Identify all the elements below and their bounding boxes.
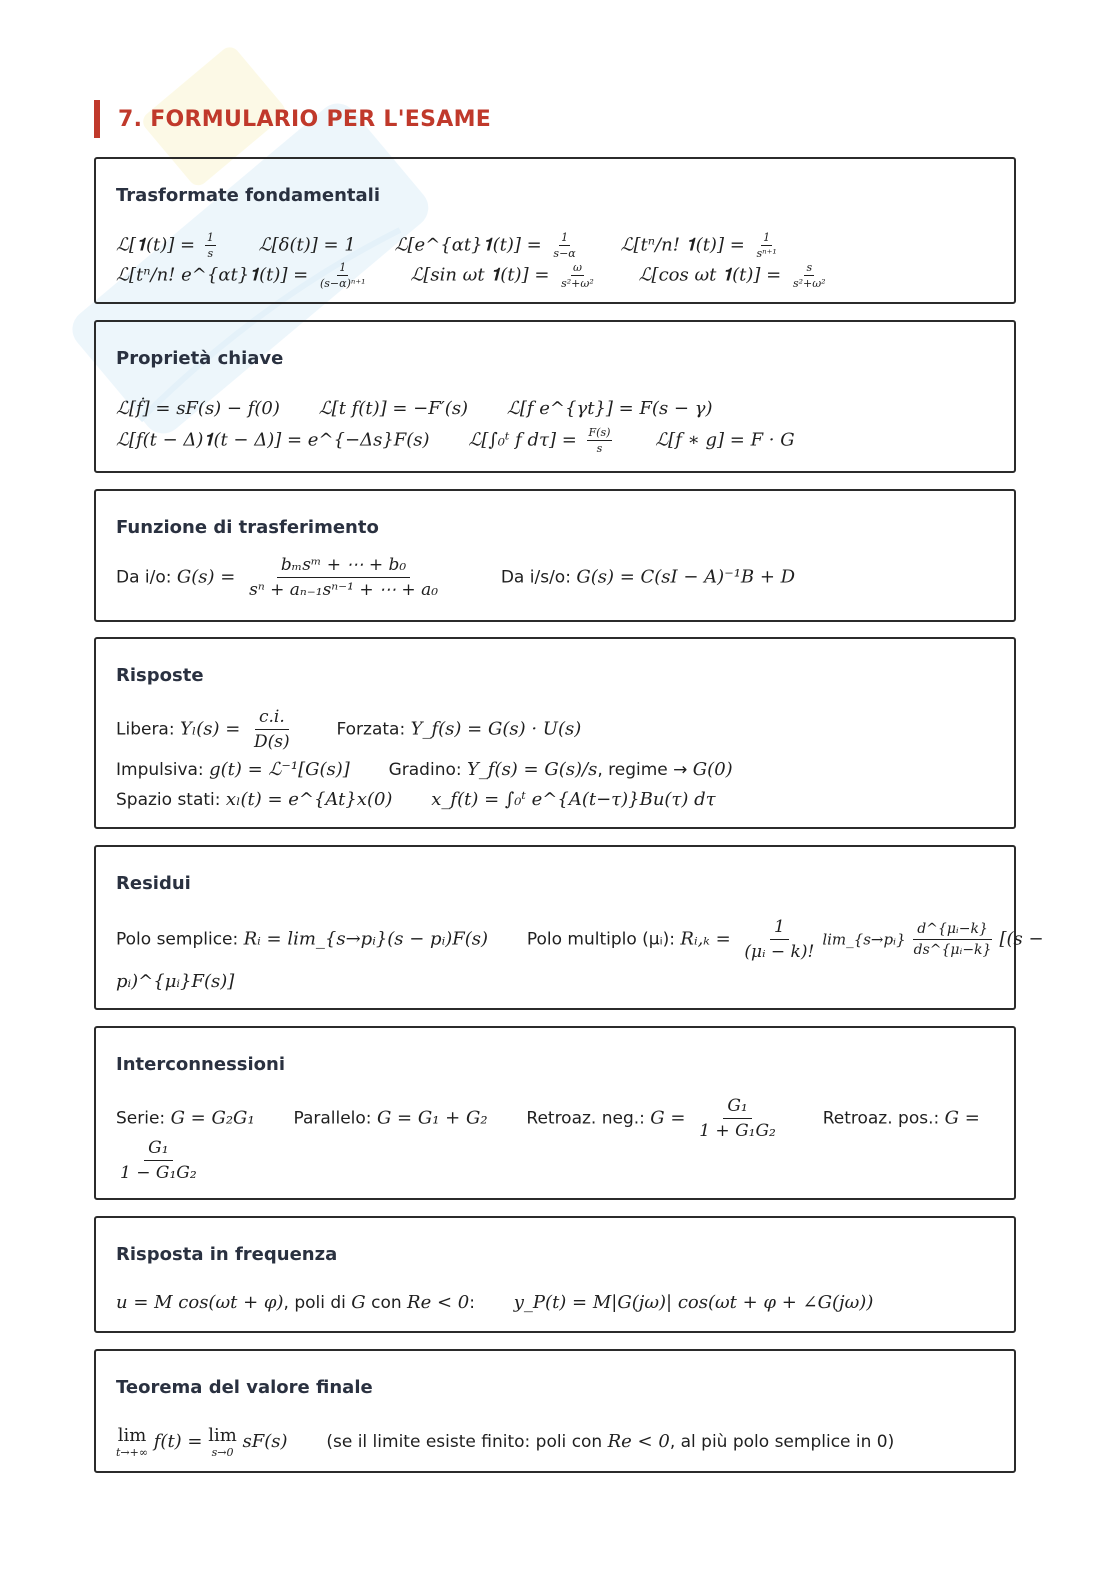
formula: ℒ[tⁿ/n! e^{αt}𝟏(t)] = [116,264,314,286]
formula-text: , poli di [283,1293,352,1313]
fraction: $\frac{1}{\text{(s−α)ⁿ⁺¹}}$ [320,261,366,290]
formula-label: Retroaz. pos.: [822,1108,945,1129]
formula: ℒ[f(t − Δ)𝟏(t − Δ)] = e^{−Δs}F(s) [116,429,430,451]
formula-line [116,426,994,455]
formula-line [116,1096,994,1141]
formula-line [116,1425,994,1459]
formula: xₗ(t) = e^{At}x(0) [225,789,393,810]
formula: G [351,1292,366,1313]
formula-line [116,759,994,780]
card-title: Funzione di trasferimento [116,517,379,538]
card-title: Trasformate fondamentali [116,185,381,206]
fraction: $\frac{\text{G₁}}{\text{1 + G₁G₂}}$ [699,1096,776,1141]
fraction: $\frac{\text{d\textasciicircum{}\{μᵢ−k\}}}{\text{ds\textasciicircum{}\{μᵢ−k\}}}$ [913,921,992,958]
formula-label: Spazio stati: [116,790,226,810]
formula: G = [650,1107,692,1129]
fraction: $\frac{F(s)}{s}$ [588,426,611,455]
formula: G(s) = [176,566,242,588]
formula: G = G₂G₁ [170,1107,255,1129]
formula: sF(s) [236,1431,288,1452]
formula: ℒ[∫₀ᵗ f dτ] = [468,429,583,451]
card-proprieta-chiave [94,320,1016,473]
formula: Rᵢ = lim_{s→pᵢ}(s − pᵢ)F(s) [243,928,488,950]
fraction: $\frac{s}{\text{s²+ω²}}$ [792,261,826,290]
formula: [(s − [999,928,1044,950]
section-heading [94,100,491,138]
card-title: Risposta in frequenza [116,1244,338,1265]
formula: Re < 0 [407,1292,470,1313]
fraction: $\frac{c.i.}{D(s)}$ [254,707,290,752]
formula-line [116,1138,994,1183]
fraction: $\frac{\text{G₁}}{\text{1 − G₁G₂}}$ [120,1138,197,1183]
formula: g(t) = ℒ⁻¹[G(s)] [209,759,350,780]
formula-text: (se il limite esiste finito: poli con [326,1432,608,1452]
formula: Yₗ(s) = [179,718,247,740]
formula: ℒ[δ(t)] = 1 [258,234,356,256]
card-risposte [94,637,1016,829]
formula: Rᵢ,ₖ = [680,928,737,950]
formula-label: Da i/s/o: [500,567,577,588]
section-accent-bar [94,100,100,138]
card-title: Proprietà chiave [116,348,284,369]
formula-line [116,971,994,992]
card-title: Residui [116,873,191,894]
fraction: $\frac{1}{s-\alpha}$ [553,231,576,260]
fraction: $\frac{1}{s}$ [206,231,214,260]
formula: u = M cos(ωt + φ) [116,1292,284,1313]
formula-line [116,555,994,600]
formula-label: Parallelo: [293,1108,377,1129]
card-residui [94,845,1044,1010]
formula-label: Da i/o: [116,567,177,588]
formula: Y_f(s) = G(s) · U(s) [410,718,582,740]
formula: Y_f(s) = G(s)/s [467,759,598,780]
formula-line [116,231,994,260]
formula: ℒ[𝟏(t)] = [116,234,201,256]
formula-line [116,707,994,752]
formula-line [116,789,994,810]
formula-line [116,917,1044,962]
formula-label: Polo semplice: [116,929,244,950]
card-title: Risposte [116,665,204,686]
formula: ℒ[f ∗ g] = F · G [655,429,795,451]
formula: G(0) [692,759,733,780]
formula-label: Forzata: [336,719,411,740]
limit-expression: lim s→0 [208,1425,237,1459]
card-teorema-valore-finale [94,1349,1016,1473]
card-title: Teorema del valore finale [116,1377,373,1398]
fraction: $\frac{\omega}{\text{s²+ω²}}$ [561,261,594,290]
formula: pᵢ)^{μᵢ}F(s)] [116,971,235,992]
formula: x_f(t) = ∫₀ᵗ e^{A(t−τ)}Bu(τ) dτ [431,789,716,810]
formula: lim_{s→pᵢ} [822,930,906,949]
formula-label: Libera: [116,719,180,740]
card-trasformate-fondamentali [94,157,1016,304]
formula-label: Serie: [116,1108,171,1129]
formula: ℒ[sin ωt 𝟏(t)] = [410,264,556,286]
card-funzione-trasferimento [94,489,1016,622]
formula: ℒ[ḟ] = sF(s) − f(0) [116,398,280,419]
section-title: 7. FORMULARIO PER L'ESAME [118,106,492,132]
formula: ℒ[cos ωt 𝟏(t)] = [638,264,787,286]
formula-text: : [469,1293,475,1313]
formula-label: Polo multiplo (μᵢ): [526,929,681,950]
formula-text: , al più polo semplice in 0) [669,1432,895,1452]
card-title: Interconnessioni [116,1054,286,1075]
fraction: $\frac{1}{\text{sⁿ⁺¹}}$ [756,231,777,260]
card-interconnessioni [94,1026,1016,1200]
formula-text: con [365,1293,408,1313]
formula: G = G₁ + G₂ [376,1107,488,1129]
card-risposta-frequenza [94,1216,1016,1333]
formula-line [116,1292,994,1313]
formula-line [116,261,994,290]
formula: G(s) = C(sI − A)⁻¹B + D [576,566,796,588]
formula-label: Impulsiva: [116,760,210,780]
formula: ℒ[tⁿ/n! 𝟏(t)] = [620,234,751,256]
fraction: $\frac{\text{bₘsᵐ + ⋯ + b₀}}{\text{sⁿ + aₙ₋₁sⁿ⁻¹ + ⋯ + a₀}}$ [249,555,439,600]
formula: Re < 0 [607,1431,670,1452]
formula: ℒ[f e^{γt}] = F(s − γ) [506,398,713,419]
formula-text: , regime → [597,760,693,780]
formula-label: Gradino: [388,760,467,780]
formula: G = [944,1107,980,1129]
formula: f(t) = [148,1431,209,1452]
formula: ℒ[t f(t)] = −F′(s) [318,398,469,419]
formula-line [116,398,994,419]
formula-label: Retroaz. neg.: [526,1108,651,1129]
limit-expression: lim t→+∞ [116,1425,149,1459]
formula: y_P(t) = M|G(jω)| cos(ωt + φ + ∠G(jω)) [513,1292,874,1313]
fraction: $\frac{1}{\text{(μᵢ − k)!}}$ [744,917,815,962]
formula: ℒ[e^{αt}𝟏(t)] = [394,234,548,256]
